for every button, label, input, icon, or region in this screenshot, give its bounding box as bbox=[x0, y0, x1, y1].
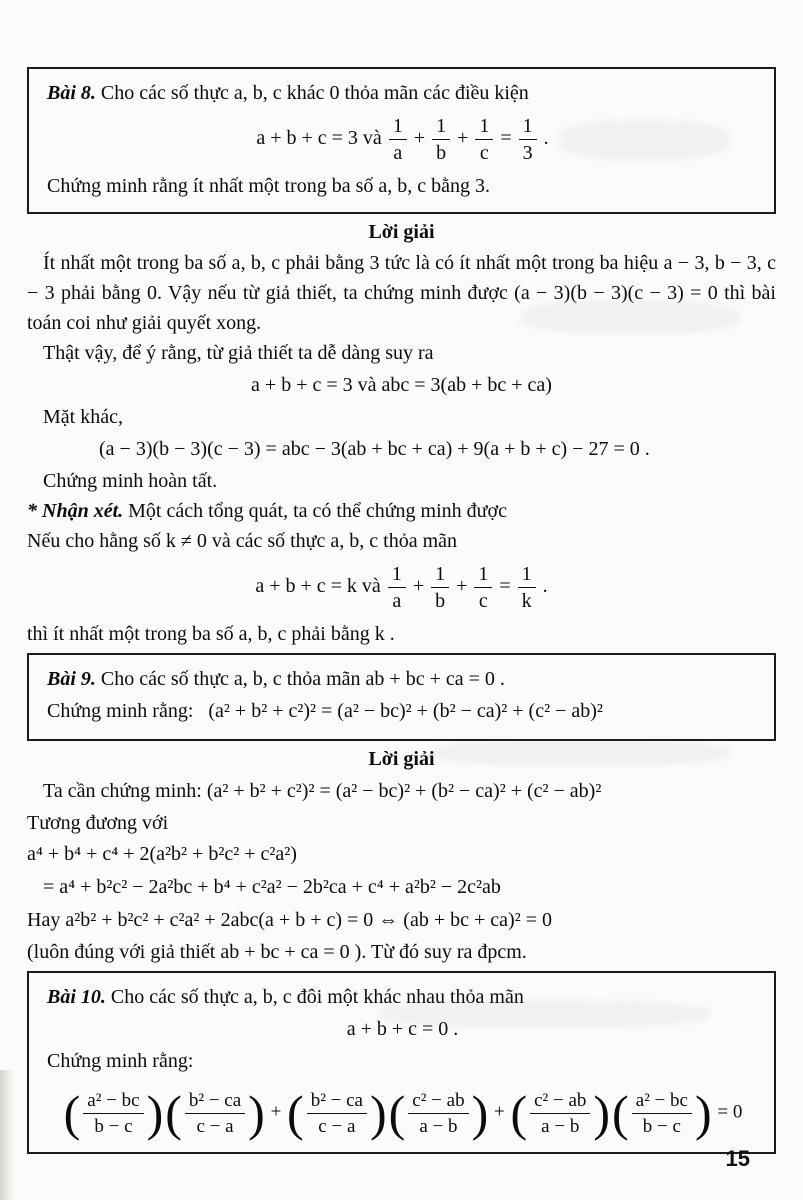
solution-8-paragraph-4: Chứng minh hoàn tất. bbox=[43, 470, 218, 492]
problem-9-claim bbox=[47, 695, 758, 728]
solution-8-paragraph-3: Mặt khác, bbox=[43, 406, 123, 428]
solution-9-line-4: = a⁴ + b²c² − 2a²bc + b⁴ + c²a² − 2b²ca + c⁴ + a²b² − 2c²ab bbox=[43, 876, 501, 898]
problem-10-big-equation: ( $\frac{\text{a² − bc}}{b - c}$ )( $\frac{\text{b² − ca}}{c - a}$ ) + ( $\frac{\text{b² − ca}}{c - a}$ )( $\frac{\text{c² − ab}}{a - b}$ ) + ( $\frac{\text{c² − ab}}{a - b}$ )( $\frac{\text{a² − bc}}{b - c}$ ) = 0 bbox=[63, 1085, 743, 1141]
problem-8-statement bbox=[47, 78, 758, 108]
solution-8-equation-2: (a − 3)(b − 3)(c − 3) = abc − 3(ab + bc + ca) + 9(a + b + c) − 27 = 0 . bbox=[99, 438, 650, 460]
scan-artifact bbox=[430, 740, 730, 766]
problem-9-box bbox=[27, 653, 776, 741]
remark-text: Một cách tổng quát, ta có thể chứng minh được bbox=[128, 500, 507, 522]
scan-artifact bbox=[380, 1000, 710, 1028]
problem-9-label: Bài 9. bbox=[47, 668, 96, 690]
problem-8-conclusion: Chứng minh rằng ít nhất một trong ba số a, b, c bằng 3. bbox=[47, 175, 490, 197]
problem-8-label: Bài 8. bbox=[47, 82, 96, 104]
solution-9-line-1-label: Ta cần chứng minh: bbox=[43, 780, 202, 802]
problem-9-claim-label: Chứng minh rằng: bbox=[47, 700, 194, 722]
book-binding-shadow bbox=[0, 1070, 15, 1200]
page-number: 15 bbox=[725, 1146, 750, 1171]
solution-8-equation-3: a + b + c = k và $\frac{1}{a}$ + $\frac{1}{b}$ + $\frac{1}{c}$ = $\frac{1}{k}$ . bbox=[255, 563, 548, 612]
remark-label: * Nhận xét. bbox=[27, 500, 124, 522]
problem-8-intro: Cho các số thực a, b, c khác 0 thỏa mãn các điều kiện bbox=[100, 82, 529, 104]
solution-8-heading: Lời giải bbox=[368, 221, 435, 243]
problem-10-label: Bài 10. bbox=[47, 986, 106, 1008]
problem-9-claim-equation: (a² + b² + c²)² = (a² − bc)² + (b² − ca)² + (c² − ab)² bbox=[208, 700, 603, 722]
scan-artifact bbox=[560, 120, 730, 160]
problem-9-intro: Cho các số thực a, b, c thỏa mãn ab + bc + ca = 0 . bbox=[100, 668, 505, 690]
solution-8-paragraph-1: Ít nhất một trong ba số a, b, c phải bằng 3 tức là có ít nhất một trong ba hiệu a − 3, b − 3, c − 3 phải bằng 0. Vậy nếu từ giả thiết, ta chứng minh được (a − 3)(b − 3)(c − 3) = 0 thì bài toán coi như giải quyết xong. bbox=[27, 252, 776, 334]
page-content bbox=[27, 67, 776, 1158]
solution-9-line-3: a⁴ + b⁴ + c⁴ + 2(a²b² + b²c² + c²a²) bbox=[27, 843, 297, 865]
solution-8-paragraph-6: thì ít nhất một trong ba số a, b, c phải bằng k . bbox=[27, 623, 395, 645]
solution-8-paragraph-2: Thật vậy, để ý rằng, từ giả thiết ta dễ dàng suy ra bbox=[43, 342, 434, 364]
solution-9-heading: Lời giải bbox=[368, 748, 435, 770]
scan-artifact bbox=[520, 300, 740, 334]
solution-9-line-2: Tương đương với bbox=[27, 812, 169, 834]
solution-8-remark bbox=[27, 496, 776, 526]
solution-9-line-5: Hay a²b² + b²c² + c²a² + 2abc(a + b + c) = 0 ⇔ (ab + bc + ca)² = 0 bbox=[27, 909, 552, 931]
problem-8-equation: a + b + c = 3 và $\frac{1}{a}$ + $\frac{1}{b}$ + $\frac{1}{c}$ = $\frac{1}{3}$ . bbox=[256, 115, 549, 164]
solution-9-line-1-equation: (a² + b² + c²)² = (a² − bc)² + (b² − ca)² + (c² − ab)² bbox=[206, 780, 602, 802]
solution-9-line-1 bbox=[27, 775, 776, 808]
solution-8-equation-1: a + b + c = 3 và abc = 3(ab + bc + ca) bbox=[251, 374, 552, 396]
problem-10-box bbox=[27, 971, 776, 1154]
problem-10-claim-label: Chứng minh rằng: bbox=[47, 1050, 194, 1072]
solution-9-line-6: (luôn đúng với giả thiết ab + bc + ca = 0 ). Từ đó suy ra đpcm. bbox=[27, 941, 527, 963]
problem-10-equation-1: a + b + c = 0 . bbox=[346, 1018, 459, 1040]
problem-10-intro: Cho các số thực a, b, c đôi một khác nhau thỏa mãn bbox=[110, 986, 524, 1008]
problem-9-statement bbox=[47, 664, 758, 694]
solution-8-paragraph-5: Nếu cho hằng số k ≠ 0 và các số thực a, b, c thỏa mãn bbox=[27, 530, 458, 552]
